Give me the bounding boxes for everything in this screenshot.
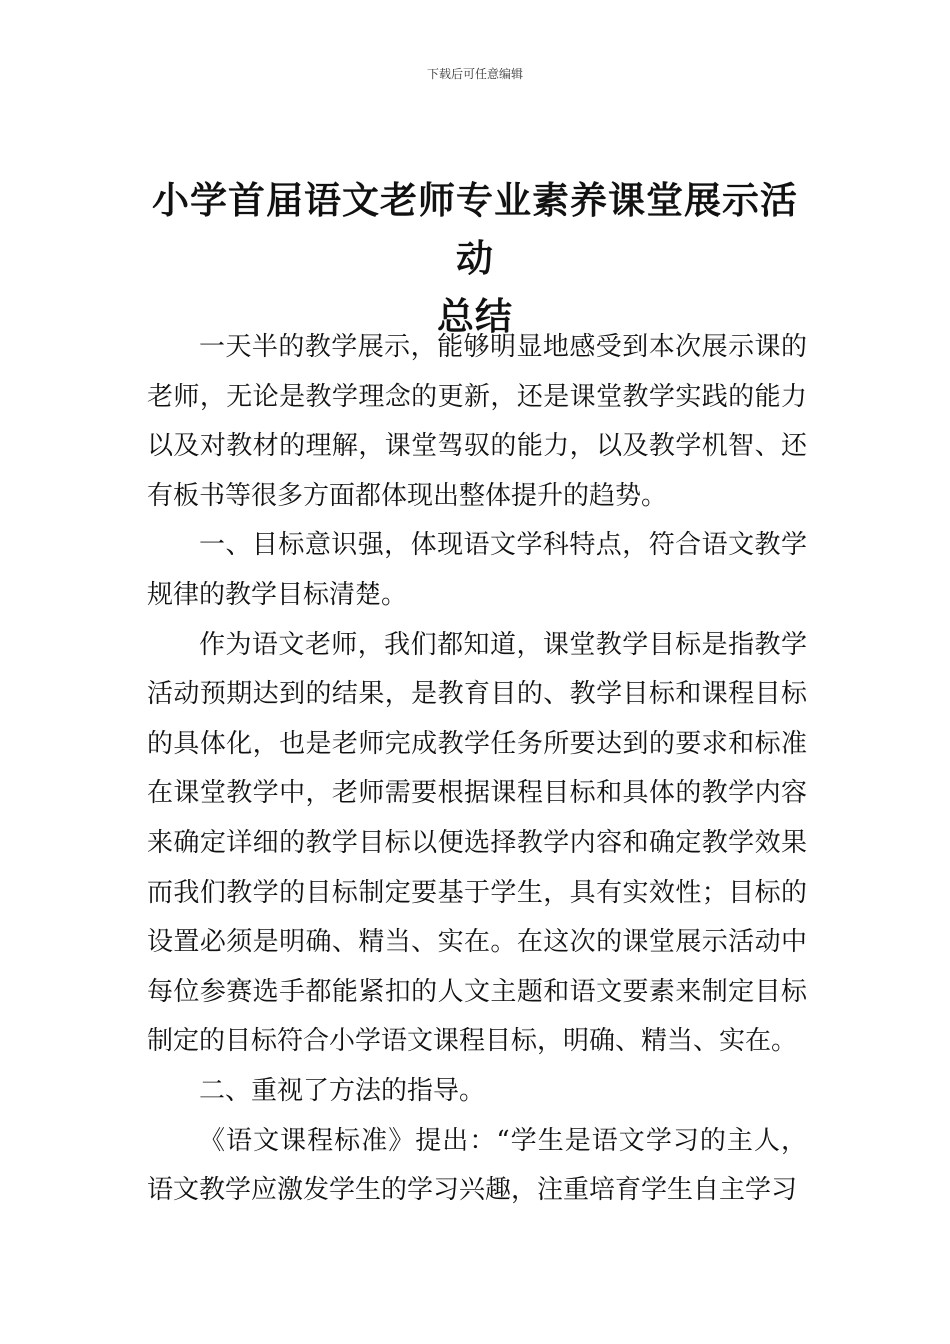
paragraph-objectives: 作为语文老师，我们都知道，课堂教学目标是指教学活动预期达到的结果，是教育目的、教学目标和课程目标的具体化，也是老师完成教学任务所要达到的要求和标准在课堂教学中，老师需要根据课程目标和具体的教学内容来确定详细的教学目标以便选择教学内容和确定教学效果而我们教学的目标制定要基于学生，具有实效性；目标的设置必须是明确、精当、实在。在这次的课堂展示活动中每位参赛选手都能紧扣的人文主题和语文要素来制定目标制定的目标符合小学语文课程目标，明确、精当、实在。 (147, 629, 807, 1057)
section-heading-2: 二、重视了方法的指导。 (199, 1075, 486, 1106)
paragraph-curriculum-standard: 《语文课程标准》提出：“学生是语文学习的主人，语文教学应激发学生的学习兴趣，注重培育学生自主学习 (147, 1125, 807, 1206)
page-header-note: 下载后可任意编辑 (426, 67, 523, 81)
document-body (147, 323, 807, 1216)
section-heading-1: 一、目标意识强，体现语文学科特点，符合语文教学规律的教学目标清楚。 (147, 530, 807, 610)
document-title-line-2: 总结 (437, 295, 513, 338)
paragraph-intro: 一天半的教学展示，能够明显地感受到本次展示课的老师，无论是教学理念的更新，还是课堂教学实践的能力以及对教材的理解，课堂驾驭的能力，以及教学机智、还有板书等很多方面都体现出整体提升的趋势。 (147, 332, 807, 511)
document-title-line-1: 小学首届语文老师专业素养课堂展示活动 (152, 179, 798, 280)
document-title (140, 172, 810, 346)
